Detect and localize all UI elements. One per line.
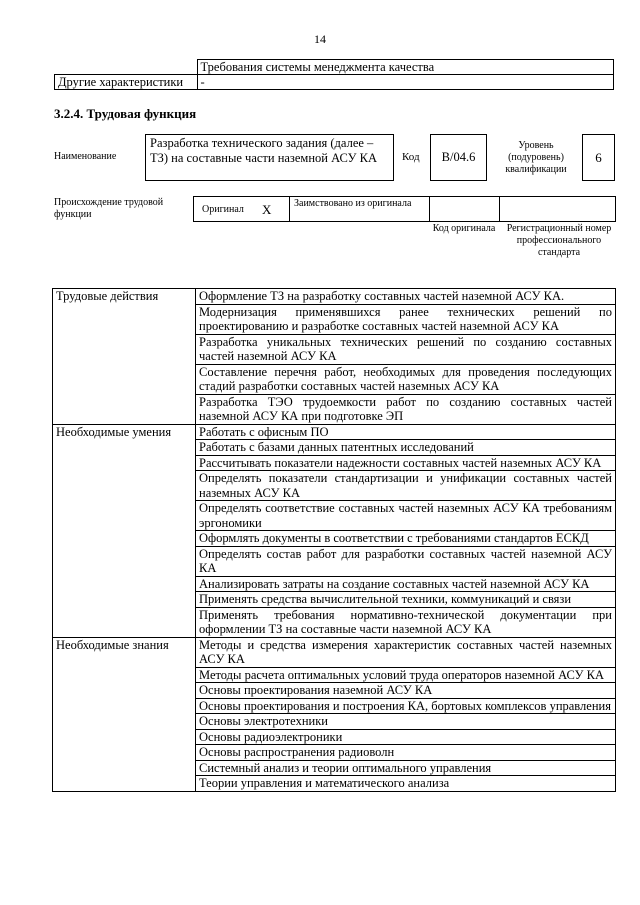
level-box xyxy=(582,134,615,181)
function-name: Разработка технического задания (далее – ТЗ) на составные части наземной АСУ КА xyxy=(150,136,377,165)
requirement-item: Теории управления и математического анализа xyxy=(196,776,616,792)
table-row xyxy=(53,289,616,305)
table-row xyxy=(53,637,616,667)
function-details-table xyxy=(52,288,616,792)
borrowed-label: Заимствовано из оригинала xyxy=(294,198,412,209)
requirement-item: Системный анализ и теории оптимального управления xyxy=(196,760,616,776)
page-number: 14 xyxy=(314,32,326,46)
table-row xyxy=(55,60,614,75)
regnum-caption: Регистрационный номер профессионального стандарта xyxy=(506,223,612,258)
name-label: Наименование xyxy=(54,151,117,162)
table-row xyxy=(53,424,616,440)
origin-label: Происхождение трудовой функции xyxy=(54,197,164,220)
requirement-item: Анализировать затраты на создание составных частей наземной АСУ КА xyxy=(196,576,616,592)
level-label: Уровень (подуровень) квалификации xyxy=(505,140,567,175)
code-label: Код xyxy=(402,151,420,163)
requirement-item: Применять требования нормативно-технической документации при оформлении ТЗ на составные части наземной АСУ КА xyxy=(196,607,616,637)
requirement-item: Методы расчета оптимальных условий труда операторов наземной АСУ КА xyxy=(196,667,616,683)
requirement-item: Определять соответствие составных частей наземных АСУ КА требованиям эргономики xyxy=(196,501,616,531)
name-box xyxy=(145,134,394,181)
code-original-caption: Код оригинала xyxy=(432,223,496,234)
requirement-item: Методы и средства измерения характеристик составных частей наземных АСУ КА xyxy=(196,637,616,667)
requirement-item: Составление перечня работ, необходимых для проведения последующих стадий разработки составных частей наземных АСУ КА xyxy=(196,364,616,394)
section-title: Трудовые действия xyxy=(53,289,196,425)
section-title: Необходимые умения xyxy=(53,424,196,637)
requirement-item: Основы проектирования наземной АСУ КА xyxy=(196,683,616,699)
other-characteristics-value: - xyxy=(197,75,614,90)
requirement-item: Оформление ТЗ на разработку составных частей наземной АСУ КА. xyxy=(196,289,616,305)
code-value: B/04.6 xyxy=(441,150,476,164)
requirement-item: Основы проектирования и построения КА, бортовых комплексов управления xyxy=(196,698,616,714)
requirement-item: Определять состав работ для разработки составных частей наземной АСУ КА xyxy=(196,546,616,576)
original-label: Оригинал xyxy=(202,204,244,215)
requirement-item: Определять показатели стандартизации и унификации составных частей наземных АСУ КА xyxy=(196,471,616,501)
section-heading: 3.2.4. Трудовая функция xyxy=(54,106,197,121)
requirement-item: Применять средства вычислительной техники, коммуникаций и связи xyxy=(196,592,616,608)
requirement-item: Оформлять документы в соответствии с требованиями стандартов ЕСКД xyxy=(196,531,616,547)
requirement-item: Основы распространения радиоволн xyxy=(196,745,616,761)
divider xyxy=(499,196,500,222)
characteristics-table xyxy=(54,59,614,90)
table-row xyxy=(55,75,614,90)
requirement-item: Основы электротехники xyxy=(196,714,616,730)
origin-box xyxy=(193,196,616,222)
divider xyxy=(429,196,430,222)
divider xyxy=(289,196,290,222)
requirement-item: Разработка ТЭО трудоемкости работ по созданию составных частей наземной АСУ КА при подготовке ЭП xyxy=(196,394,616,424)
other-characteristics-label: Другие характеристики xyxy=(55,75,198,90)
requirement-item: Разработка уникальных технических решений по созданию составных частей наземной АСУ КА xyxy=(196,334,616,364)
requirement-item: Основы радиоэлектроники xyxy=(196,729,616,745)
requirement-item: Рассчитывать показатели надежности составных частей наземных АСУ КА xyxy=(196,455,616,471)
requirement-item: Работать с базами данных патентных исследований xyxy=(196,440,616,456)
original-mark: X xyxy=(262,202,272,217)
code-box xyxy=(430,134,487,181)
level-value: 6 xyxy=(595,150,602,165)
section-title: Необходимые знания xyxy=(53,637,196,791)
requirement-item: Модернизация применявшихся ранее технических решений по проектированию и разработке составных частей наземной АСУ КА xyxy=(196,304,616,334)
qms-requirements-cell: Требования системы менеджмента качества xyxy=(197,60,614,75)
requirement-item: Работать с офисным ПО xyxy=(196,424,616,440)
